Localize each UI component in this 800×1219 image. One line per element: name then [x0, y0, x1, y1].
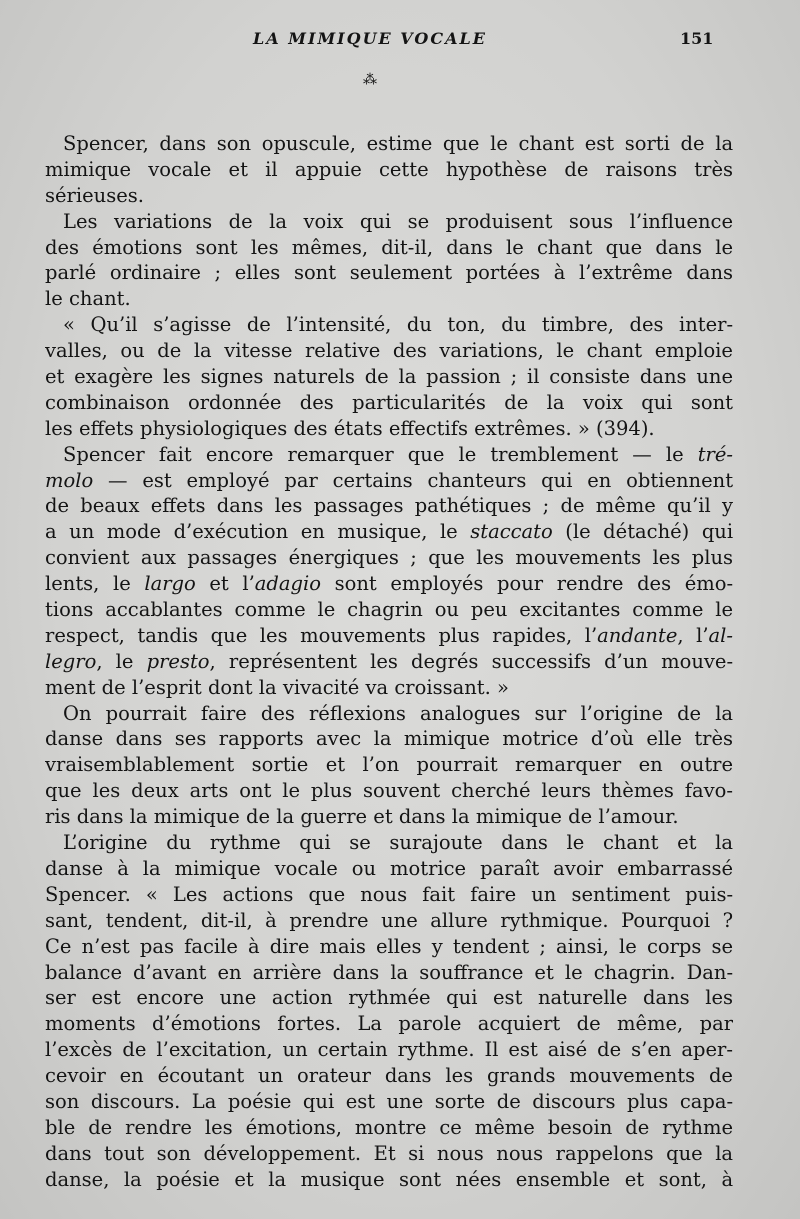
text-line: lents, le largo et l’adagio sont employés pour rendre des émo-: [45, 572, 733, 596]
text-line: Spencer fait encore remarquer que le tremblement — le tré-: [63, 442, 733, 466]
text-line: tions accablantes comme le chagrin ou peu excitantes comme le: [45, 598, 733, 622]
text-line: L’origine du rythme qui se surajoute dans le chant et la: [63, 831, 733, 855]
text-line: vraisemblablement sortie et l’on pourrait remarquer en outre: [45, 753, 733, 777]
page-header: [0, 26, 800, 52]
text-line: molo — est employé par certains chanteurs qui en obtiennent: [45, 468, 733, 492]
text-line: ser est encore une action rythmée qui est naturelle dans les: [45, 986, 733, 1010]
text-line: le chant.: [45, 287, 131, 311]
text-line: moments d’émotions fortes. La parole acquiert de même, par: [45, 1012, 733, 1036]
text-line: dans tout son développement. Et si nous nous rappelons que la: [45, 1141, 733, 1165]
text-line: les effets physiologiques des états effectifs extrêmes. » (394).: [45, 416, 655, 440]
text-line: a un mode d’exécution en musique, le staccato (le détaché) qui: [45, 520, 733, 544]
text-line: Ce n’est pas facile à dire mais elles y tendent ; ainsi, le corps se: [45, 934, 733, 958]
text-line: parlé ordinaire ; elles sont seulement portées à l’extrême dans: [45, 261, 733, 285]
page-number: 151: [680, 29, 714, 48]
text-line: de beaux effets dans les passages pathétiques ; de même qu’il y: [45, 494, 733, 518]
text-line: danse à la mimique vocale ou motrice paraît avoir embarrassé: [45, 856, 733, 880]
text-line: ris dans la mimique de la guerre et dans la mimique de l’amour.: [45, 805, 679, 829]
text-line: son discours. La poésie qui est une sorte de discours plus capa-: [45, 1089, 733, 1113]
text-line: sant, tendent, dit-il, à prendre une allure rythmique. Pourquoi ?: [45, 908, 733, 932]
text-line: et exagère les signes naturels de la passion ; il consiste dans une: [45, 365, 733, 389]
text-line: On pourrait faire des réflexions analogues sur l’origine de la: [63, 701, 733, 725]
text-line: cevoir en écoutant un orateur dans les grands mouvements de: [45, 1064, 733, 1088]
text-line: danse dans ses rapports avec la mimique motrice d’où elle très: [45, 727, 733, 751]
text-line: legro, le presto, représentent les degrés successifs d’un mouve-: [45, 649, 733, 673]
text-line: valles, ou de la vitesse relative des variations, le chant emploie: [45, 339, 733, 363]
text-line: « Qu’il s’agisse de l’intensité, du ton, du timbre, des inter-: [63, 313, 733, 337]
text-line: combinaison ordonnée des particularités de la voix qui sont: [45, 390, 733, 414]
text-line: Spencer. « Les actions que nous fait faire un sentiment puis-: [45, 882, 733, 906]
body-text: [45, 131, 733, 1193]
text-line: danse, la poésie et la musique sont nées ensemble et sont, à: [45, 1167, 733, 1191]
running-title: LA MIMIQUE VOCALE: [253, 29, 487, 48]
text-line: sérieuses.: [45, 183, 144, 207]
text-line: balance d’avant en arrière dans la souffrance et le chagrin. Dan-: [45, 960, 733, 984]
text-line: respect, tandis que les mouvements plus rapides, l’andante, l’al-: [45, 623, 733, 647]
text-line: ment de l’esprit dont la vivacité va croissant. »: [45, 675, 509, 699]
text-line: l’excès de l’excitation, un certain rythme. Il est aisé de s’en aper-: [45, 1038, 733, 1062]
section-ornament: ⁂: [363, 72, 377, 88]
text-line: des émotions sont les mêmes, dit-il, dans le chant que dans le: [45, 235, 733, 259]
text-line: mimique vocale et il appuie cette hypothèse de raisons très: [45, 157, 733, 181]
text-line: Les variations de la voix qui se produisent sous l’influence: [63, 209, 733, 233]
text-line: convient aux passages énergiques ; que les mouvements les plus: [45, 546, 733, 570]
text-line: Spencer, dans son opuscule, estime que le chant est sorti de la: [63, 132, 733, 155]
text-line: que les deux arts ont le plus souvent cherché leurs thèmes favo-: [45, 779, 733, 803]
text-line: ble de rendre les émotions, montre ce même besoin de rythme: [45, 1115, 733, 1139]
